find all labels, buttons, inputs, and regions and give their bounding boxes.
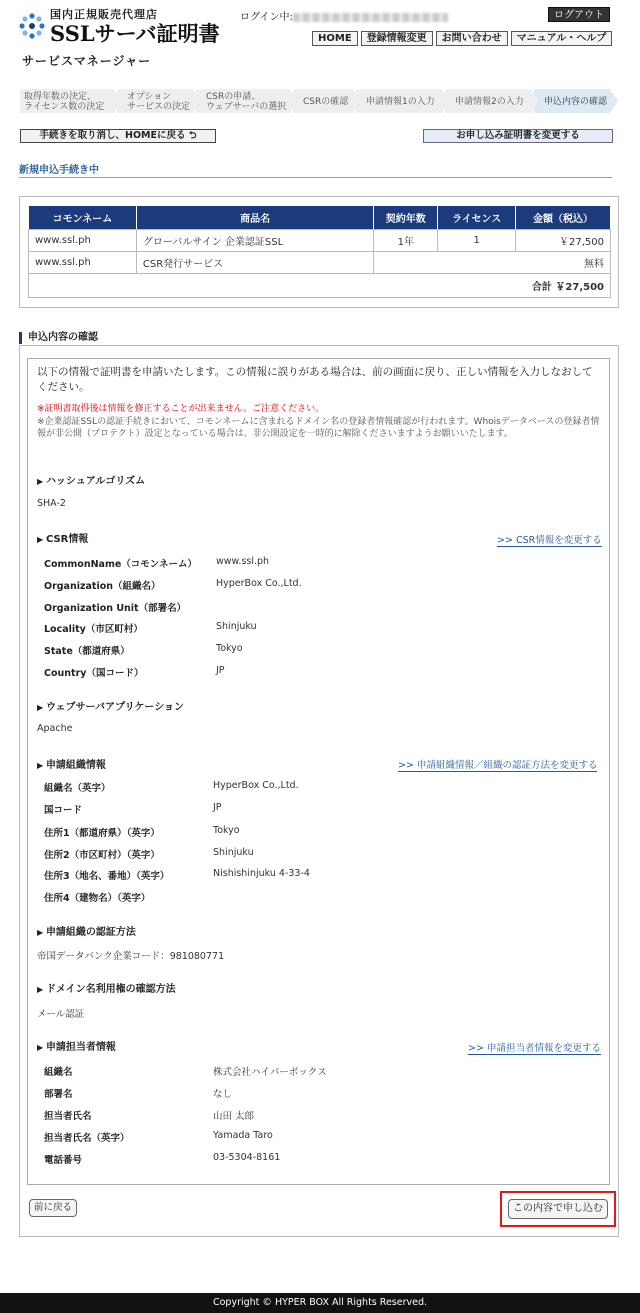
- domain-check-heading: ▶ ドメイン名利用権の確認方法: [37, 980, 176, 995]
- step-7-current: 申込内容の確認: [534, 89, 610, 113]
- table-row: www.ssl.ph CSR発行サービス 無料: [29, 252, 611, 274]
- footer-copyright: Copyright © HYPER BOX All Rights Reserved.: [0, 1293, 640, 1313]
- hash-value: SHA-2: [37, 498, 66, 509]
- hash-heading: ▶ ハッシュアルゴリズム: [37, 472, 145, 487]
- step-4: CSRの確認: [293, 89, 353, 113]
- change-certificate-button[interactable]: お申し込み証明書を変更する: [423, 129, 613, 143]
- step-1: 取得年数の決定、 ライセンス数の決定: [20, 89, 114, 113]
- cancel-home-button[interactable]: 手続きを取り消し、HOMEに戻る ⮌: [20, 129, 216, 143]
- back-button[interactable]: 前に戻る: [29, 1199, 77, 1217]
- order-table: [28, 205, 611, 298]
- col-years: 契約年数: [374, 206, 438, 230]
- intro-text: 以下の情報で証明書を申請いたします。この情報に誤りがある場合は、前の画面に戻り、正しい情報を入力しなおしてください。: [37, 366, 593, 393]
- csr-heading: ▶ CSR情報: [37, 530, 88, 545]
- auth-method-value: 帝国データバンク企業コード：981080771: [37, 951, 225, 962]
- divider: [19, 177, 612, 178]
- submit-button[interactable]: この内容で申し込む: [508, 1199, 608, 1219]
- nav-account[interactable]: 登録情報変更: [361, 31, 433, 46]
- login-user-redacted: [293, 13, 448, 22]
- nav-manual[interactable]: マニュアル・ヘルプ: [511, 31, 613, 46]
- table-total-row: 合計 ￥27,500: [29, 274, 611, 298]
- col-price: 金額（税込）: [516, 206, 611, 230]
- logout-button[interactable]: ログアウト: [548, 7, 610, 22]
- org-heading: ▶ 申請組織情報: [37, 756, 106, 771]
- change-csr-link[interactable]: >> CSR情報を変更する: [497, 532, 602, 547]
- warning-text: ※証明書取得後は情報を修正することが出来ません。ご注意ください。: [37, 404, 325, 414]
- webserver-value: Apache: [37, 723, 73, 734]
- col-product: 商品名: [136, 206, 373, 230]
- top-navigation: [312, 31, 612, 46]
- contact-heading: ▶ 申請担当者情報: [37, 1038, 116, 1053]
- step-6: 申請情報2の入力: [445, 89, 531, 113]
- auth-method-heading: ▶ 申請組織の認証方法: [37, 923, 136, 938]
- step-3: CSRの申請、 ウェブサーバの選択: [196, 89, 290, 113]
- col-licenses: ライセンス: [438, 206, 516, 230]
- service-title: サービスマネージャー: [22, 54, 152, 68]
- webserver-heading: ▶ ウェブサーバアプリケーション: [37, 698, 184, 713]
- logo-subtitle: 国内正規販売代理店: [50, 8, 158, 21]
- table-header-row: [29, 206, 611, 230]
- col-common-name: コモンネーム: [29, 206, 137, 230]
- nav-home[interactable]: HOME: [312, 31, 358, 46]
- step-5: 申請情報1の入力: [356, 89, 442, 113]
- domain-check-value: メール認証: [37, 1009, 85, 1020]
- nav-contact[interactable]: お問い合わせ: [436, 31, 508, 46]
- logo-title[interactable]: SSLサーバ証明書: [50, 21, 220, 46]
- section-title: 申込内容の確認: [19, 332, 98, 344]
- new-procedure-label: 新規申込手続き中: [19, 165, 99, 176]
- change-contact-link[interactable]: >> 申請担当者情報を変更する: [468, 1040, 601, 1055]
- table-row: www.ssl.ph グローバルサイン 企業認証SSL 1年 1 ￥27,500: [29, 230, 611, 252]
- ssl-logo-icon[interactable]: [18, 12, 46, 40]
- return-arrow-icon: ⮌: [188, 130, 197, 141]
- change-org-link[interactable]: >> 申請組織情報／組織の認証方法を変更する: [398, 757, 597, 772]
- progress-steps: [20, 89, 613, 113]
- whois-note: ※企業認証SSLの認証手続きにおいて、コモンネームに含まれるドメイン名の登録者情報確認が行われます。Whoisデータベースの登録者情報が非公開（プロテクト）設定となっている場合は、非公開設定を一時的に解除くださいますようお願いいたします。: [37, 417, 600, 439]
- step-2: オプション サービスの決定: [117, 89, 193, 113]
- login-status: ログイン中:: [240, 8, 448, 23]
